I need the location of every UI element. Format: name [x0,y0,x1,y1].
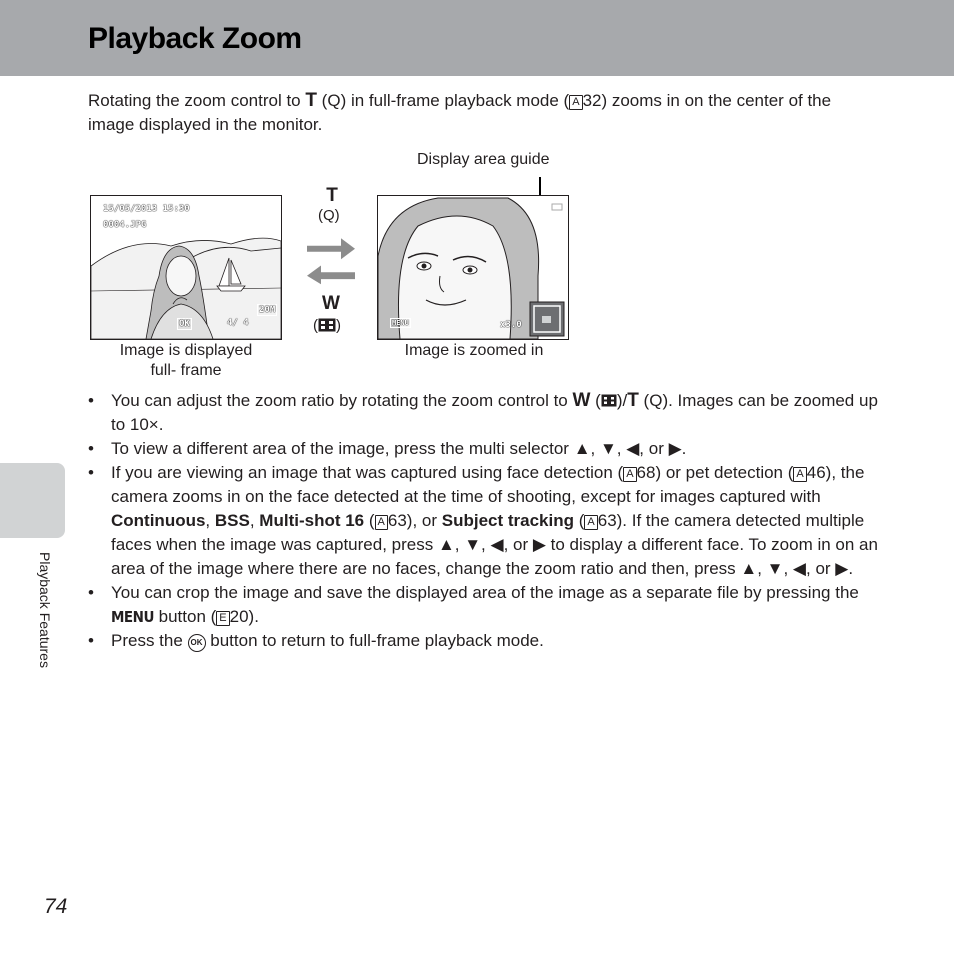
bullet-text: ). Images can be zoomed up to 10×. [111,391,878,434]
full-frame-image [90,195,282,340]
bullet-text: To view a different area of the image, press the multi selector ▲, ▼, ◀, or ▶. [111,439,687,458]
bullet-text: 68) or pet detection ( [636,463,794,482]
intro-text-3: ) in full-frame playback mode ( [340,91,570,110]
zoom-w-label: W [322,293,340,314]
setting-bss: BSS [214,511,250,530]
section-side-label: Playback Features [37,552,53,668]
list-item [88,437,878,461]
bullet-text: , [249,511,260,530]
t-label: T [305,90,317,111]
lcd-ok-indicator: OK [179,319,190,329]
zoomed-image [377,195,569,340]
bullet-text: If you are viewing an image that was captured using face detection ( [111,463,624,482]
intro-paragraph [88,89,878,137]
bullet-text: 63), or [387,511,442,530]
zoom-in-icon: Q [323,207,335,224]
intro-text-4: 32) zooms in on the center of the image displayed in the monitor. [88,91,832,134]
bullet-text: 63). If the camera detected multiple faces when the image was captured, press ▲, ▼, ◀, or ▶ to display a different face. To zoom in on an area of the image where there are no faces, change the zoom ratio and then, press ▲, ▼, ◀, or ▶. [111,511,878,578]
bullet-text: ( [590,391,601,410]
bullet-text: ( [638,391,650,410]
w-label: W [572,390,591,411]
bullet-text: You can adjust the zoom ratio by rotating the zoom control to [111,391,573,410]
bullet-text: button to return to full-frame playback mode. [205,631,544,650]
bullet-text: 20). [229,607,259,626]
menu-button-icon: MENU [111,608,154,626]
lcd-image-size: 20M [259,305,276,315]
lcd-menu-indicator: MENU [392,319,409,327]
page-reference-icon: A [569,95,582,110]
lcd-filename: 0004.JPG [103,220,147,230]
bullet-text: Press the [111,631,188,650]
list-item [88,629,878,653]
lcd-date: 15/05/2013 15:30 [103,204,190,214]
list-item [88,581,878,629]
intro-text-2: ( [316,91,328,110]
zoom-in-icon: Q [327,91,341,110]
lcd-zoom-ratio: x3.0 [500,320,522,330]
display-area-guide-label: Display area guide [417,151,550,168]
arrow-right-icon [307,238,355,259]
list-item [88,389,878,437]
bullet-text: )/ [616,391,628,410]
section-side-tab [0,463,65,538]
bullet-text: , [205,511,215,530]
setting-subject-tracking: Subject tracking [441,511,574,530]
reference-section-icon: E [216,611,229,626]
setting-multi-shot-16: Multi-shot 16 [259,511,365,530]
zoom-t-icon-label: (Q) [318,207,340,224]
page-reference-icon: A [623,467,636,482]
intro-text-1: Rotating the zoom control to [88,91,306,110]
full-frame-caption: Image is displayed full- frame [119,342,253,379]
bullet-list [88,389,878,653]
thumbnail-grid-icon [601,394,617,407]
arrow-left-icon [307,266,355,285]
t-label: T [627,390,639,411]
bullet-text: ( [364,511,375,530]
page-reference-icon: A [793,467,806,482]
page-title: Playback Zoom [88,22,302,55]
bullet-text: ( [574,511,585,530]
thumbnail-grid-icon [318,318,336,332]
zoom-t-label: T [326,185,338,206]
ok-button-icon: OK [188,634,206,652]
page-reference-icon: A [375,515,388,530]
lcd-frame-counter: 4/ 4 [227,318,249,328]
zoom-direction-arrows [305,238,357,290]
page-number: 74 [44,895,68,918]
bullet-text: 46), the camera zooms in on the face detected at the time of shooting, except for images captured with [111,463,865,506]
setting-continuous: Continuous [111,511,206,530]
zoom-w-icon-label: ( ) [313,317,341,334]
zoom-in-icon: Q [649,391,663,410]
bullet-text: You can crop the image and save the displayed area of the image as a separate file by pressing the [111,583,859,602]
page-reference-icon: A [584,515,597,530]
bullet-text: button ( [153,607,217,626]
zoomed-caption: Image is zoomed in [404,342,544,359]
list-item [88,461,878,581]
